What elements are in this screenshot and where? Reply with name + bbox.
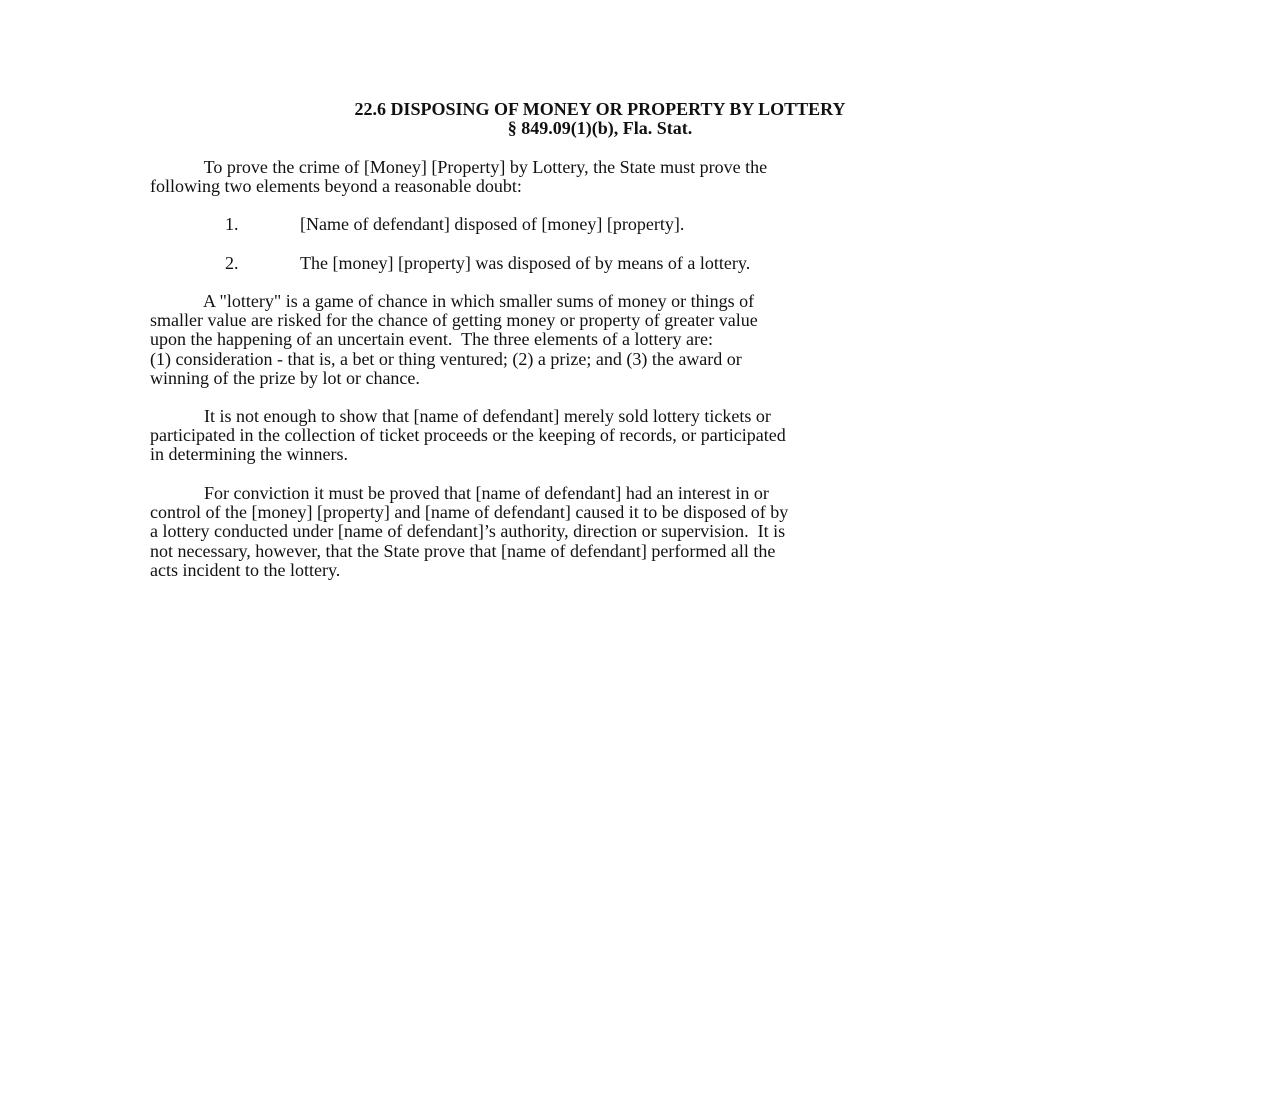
line: To prove the crime of [Money] [Property] by Lottery, the State must prove the (150, 157, 768, 177)
element-text: The [money] [property] was disposed of by means of a lottery. (300, 253, 751, 273)
lottery-definition-paragraph (150, 292, 1100, 388)
element-text: [Name of defendant] disposed of [money] [property]. (300, 214, 685, 234)
line: (1) consideration - that is, a bet or thing ventured; (2) a prize; and (3) the award or (150, 348, 742, 369)
document-title: 22.6 DISPOSING OF MONEY OR PROPERTY BY LOTTERY (354, 99, 846, 119)
line: not necessary, however, that the State prove that [name of defendant] performed all the (150, 540, 776, 561)
not-enough-paragraph (150, 407, 1100, 465)
line: control of the [money] [property] and [name of defendant] caused it to be disposed of by (150, 502, 789, 523)
statute-citation: § 849.09(1)(b), Fla. Stat. (507, 118, 693, 138)
line: acts incident to the lottery. (150, 559, 341, 580)
line: winning of the prize by lot or chance. (150, 367, 420, 388)
element-number: 2. (225, 253, 239, 273)
line: a lottery conducted under [name of defendant]’s authority, direction or supervision. It is (150, 521, 786, 542)
element-number: 1. (225, 214, 239, 234)
line: in determining the winners. (150, 444, 348, 465)
line: upon the happening of an uncertain event. The three elements of a lottery are: (150, 329, 713, 350)
line: For conviction it must be proved that [name of defendant] had an interest in or (150, 483, 769, 503)
conviction-paragraph (150, 484, 1100, 580)
line: It is not enough to show that [name of defendant] merely sold lottery tickets or (150, 406, 771, 426)
line: following two elements beyond a reasonable doubt: (150, 176, 522, 197)
intro-paragraph (150, 158, 1100, 196)
line: A "lottery" is a game of chance in which smaller sums of money or things of (150, 291, 755, 311)
line: participated in the collection of ticket proceeds or the keeping of records, or participated (150, 425, 786, 446)
line: smaller value are risked for the chance of getting money or property of greater value (150, 310, 758, 331)
